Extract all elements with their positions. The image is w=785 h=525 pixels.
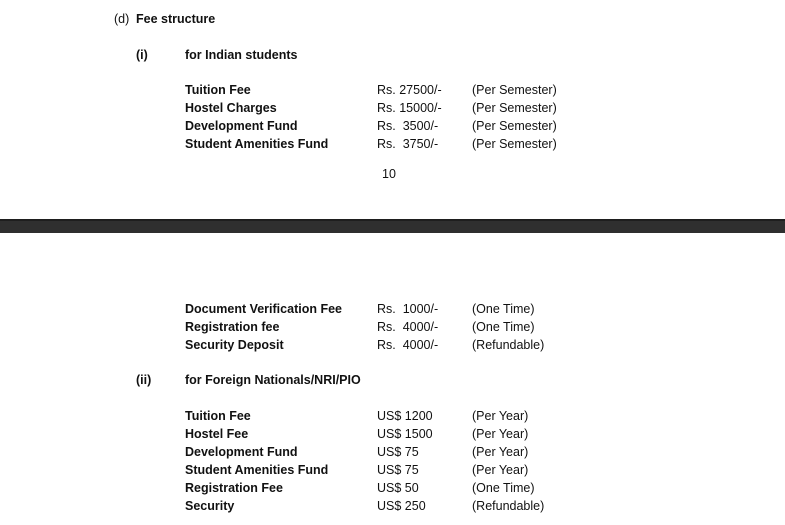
- fee-amount: Rs. 3500/-: [377, 119, 439, 133]
- fee-amount: Rs. 4000/-: [377, 320, 439, 334]
- fee-name: Registration fee: [185, 320, 280, 334]
- fee-amount: US$ 75: [377, 463, 419, 477]
- fee-note: (Per Semester): [472, 137, 557, 151]
- fee-name: Security: [185, 499, 235, 513]
- subsection-marker-foreign: (ii): [136, 373, 152, 387]
- fee-name: Hostel Fee: [185, 427, 249, 441]
- subsection-heading-indian: for Indian students: [185, 48, 298, 62]
- fee-note: (Per Year): [472, 445, 529, 459]
- fee-name: Registration Fee: [185, 481, 283, 495]
- fee-name: Security Deposit: [185, 338, 284, 352]
- fee-note: (Per Semester): [472, 101, 557, 115]
- fee-amount: US$ 1200: [377, 409, 433, 423]
- fee-amount: Rs. 4000/-: [377, 338, 439, 352]
- fee-name: Student Amenities Fund: [185, 463, 329, 477]
- fee-amount: US$ 250: [377, 499, 426, 513]
- section-title: Fee structure: [136, 12, 216, 26]
- fee-name: Tuition Fee: [185, 409, 251, 423]
- fee-amount: US$ 50: [377, 481, 419, 495]
- fee-note: (One Time): [472, 320, 535, 334]
- fee-amount: Rs. 15000/-: [377, 101, 442, 115]
- page-separator: [0, 219, 785, 233]
- fee-note: (Refundable): [472, 338, 545, 352]
- fee-name: Tuition Fee: [185, 83, 251, 97]
- fee-name: Document Verification Fee: [185, 302, 342, 316]
- fee-note: (Per Year): [472, 427, 529, 441]
- section-marker: (d): [114, 12, 130, 26]
- fee-name: Development Fund: [185, 119, 298, 133]
- fee-note: (Refundable): [472, 499, 545, 513]
- fee-note: (Per Semester): [472, 83, 557, 97]
- fee-name: Development Fund: [185, 445, 298, 459]
- fee-amount: Rs. 1000/-: [377, 302, 439, 316]
- fee-amount: Rs. 27500/-: [377, 83, 442, 97]
- fee-name: Hostel Charges: [185, 101, 277, 115]
- fee-amount: US$ 75: [377, 445, 419, 459]
- fee-note: (Per Semester): [472, 119, 557, 133]
- fee-note: (One Time): [472, 302, 535, 316]
- subsection-marker-indian: (i): [136, 48, 148, 62]
- page-number: 10: [382, 167, 396, 181]
- fee-note: (One Time): [472, 481, 535, 495]
- subsection-heading-foreign: for Foreign Nationals/NRI/PIO: [185, 373, 361, 387]
- fee-amount: US$ 1500: [377, 427, 433, 441]
- fee-amount: Rs. 3750/-: [377, 137, 439, 151]
- fee-name: Student Amenities Fund: [185, 137, 329, 151]
- fee-note: (Per Year): [472, 463, 529, 477]
- fee-note: (Per Year): [472, 409, 529, 423]
